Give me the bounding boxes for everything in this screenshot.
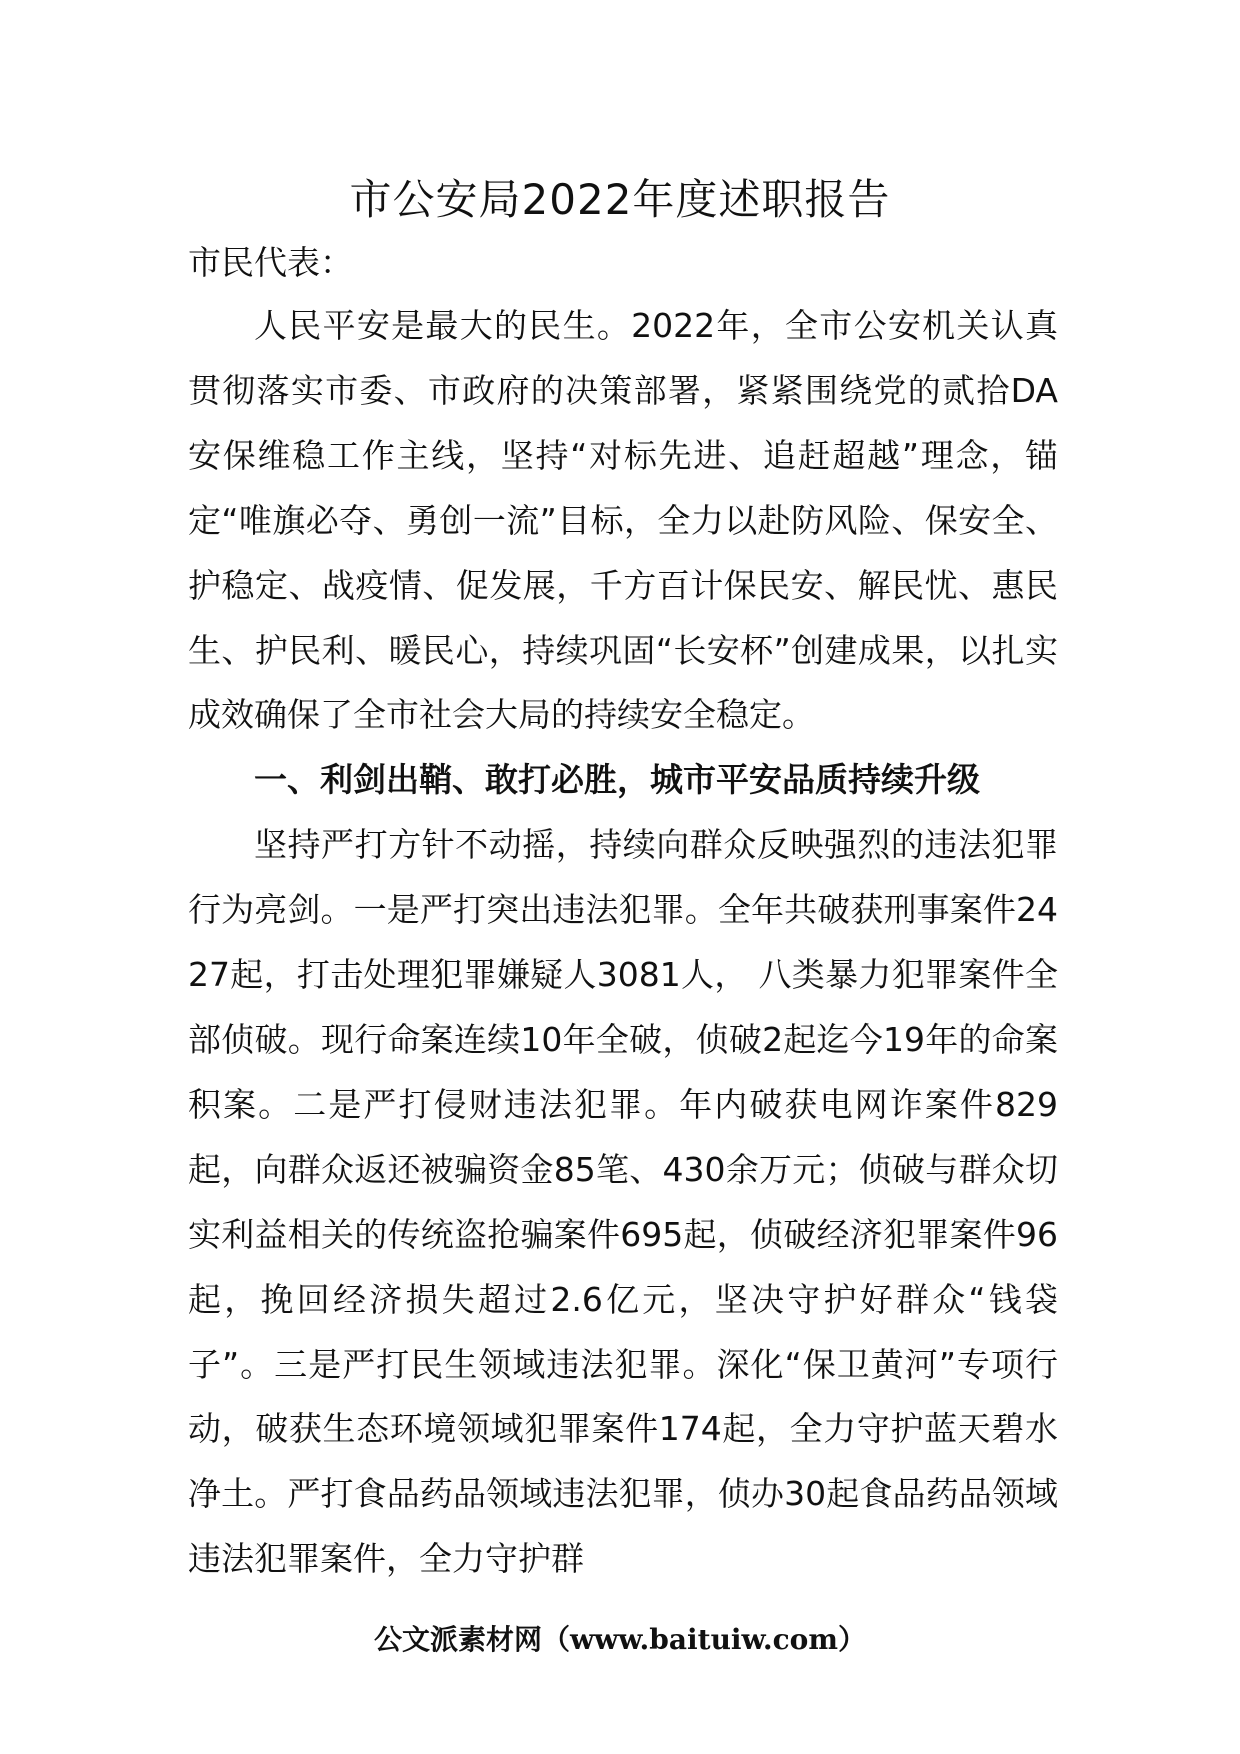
greeting: 市民代表： <box>188 243 353 282</box>
paragraph-intro: 人民平安是最大的民生。2022年，全市公安机关认真贯彻落实市委、市政府的决策部署，紧紧围绕党的贰拾DA安保维稳工作主线，坚持“对标先进、追赶超越”理念，锚定“唯旗必夺、勇创一流”目标，全力以赴防风险、保安全、护稳定、战疫情、促发展，千方百计保民安、解民忧、惠民生、护民利、暖民心，持续巩固“长安杯”创建成果，以扎实成效确保了全市社会大局的持续安全稳定。 <box>188 306 1058 735</box>
section-heading: 一、利剑出鞘、敢打必胜，城市平安品质持续升级 <box>254 760 980 800</box>
footer-watermark: 公文派素材网（www.baituiw.com） <box>374 1623 866 1656</box>
document-body <box>188 294 1058 1592</box>
document-title: 市公安局2022年度述职报告 <box>349 175 891 224</box>
paragraph-section-1: 坚持严打方针不动摇，持续向群众反映强烈的违法犯罪行为亮剑。一是严打突出违法犯罪。全年共破获刑事案件2427起，打击处理犯罪嫌疑人3081人， 八类暴力犯罪案件全部侦破。现行命案连续10年全破，侦破2起迄今19年的命案积案。二是严打侵财违法犯罪。年内破获电网诈案件829起，向群众返还被骗资金85笔、430余万元；侦破与群众切实利益相关的传统盗抢骗案件695起，侦破经济犯罪案件96起，挽回经济损失超过2.6亿元，坚决守护好群众“钱袋子”。三是严打民生领域违法犯罪。深化“保卫黄河”专项行动，破获生态环境领域犯罪案件174起，全力守护蓝天碧水净土。严打食品药品领域违法犯罪，侦办30起食品药品领域违法犯罪案件，全力守护群 <box>188 825 1058 1579</box>
